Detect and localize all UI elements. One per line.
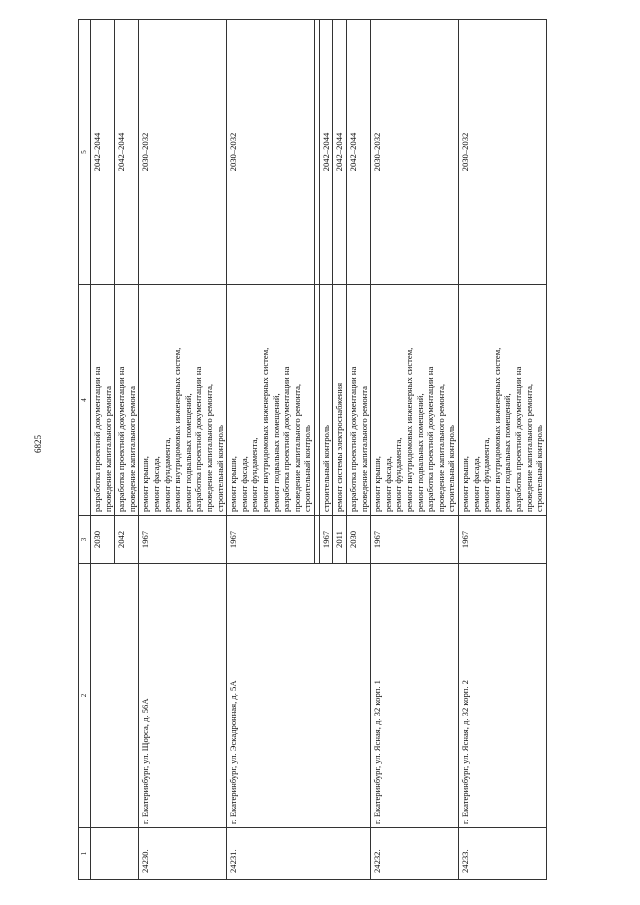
work-line: ремонт крыши, bbox=[372, 456, 383, 512]
period-cell: 2042–2044 bbox=[347, 20, 371, 285]
year-cell: 1967 bbox=[139, 516, 227, 564]
work-line: разработка проектной документации на bbox=[512, 366, 523, 512]
work-line: ремонт внутридомовых инженерных систем, bbox=[259, 347, 270, 512]
year-cell: 1967 bbox=[371, 516, 459, 564]
work-line: ремонт фундамента, bbox=[481, 437, 492, 512]
work-line: строительный контроль bbox=[534, 425, 545, 512]
work-line: строительный контроль bbox=[446, 425, 457, 512]
work-line: ремонт подвальных помещений, bbox=[414, 393, 425, 512]
header-col-3: 3 bbox=[79, 516, 91, 564]
work-line: ремонт внутридомовых инженерных систем, bbox=[491, 347, 502, 512]
work-line: проведение капитального ремонта, bbox=[435, 383, 446, 512]
period-cell: 2042–2044 bbox=[91, 20, 115, 285]
work-line: проведение капитального ремонта bbox=[358, 386, 369, 512]
year-cell: 2030 bbox=[91, 516, 115, 564]
works-cell bbox=[371, 285, 459, 516]
rotated-table-container bbox=[78, 20, 618, 880]
works-cell bbox=[459, 285, 547, 516]
year-cell: 1967 bbox=[227, 516, 315, 564]
work-line: ремонт системы электроснабжения bbox=[334, 382, 345, 512]
table-row bbox=[91, 20, 115, 880]
period-cell: 2042–2044 bbox=[319, 20, 333, 285]
work-line: ремонт фасада, bbox=[238, 456, 249, 512]
work-line: ремонт фасада, bbox=[470, 456, 481, 512]
period-cell: 2042–2044 bbox=[333, 20, 347, 285]
header-col-4: 4 bbox=[79, 285, 91, 516]
row-number-cell: 24230. bbox=[139, 828, 227, 880]
works-cell bbox=[333, 285, 347, 516]
work-line: проведение капитального ремонта bbox=[126, 386, 137, 512]
work-line: ремонт подвальных помещений, bbox=[270, 393, 281, 512]
period-cell: 2030–2032 bbox=[371, 20, 459, 285]
work-line: ремонт крыши, bbox=[460, 456, 470, 512]
work-line: проведение капитального ремонта bbox=[102, 386, 113, 512]
year-cell: 2030 bbox=[347, 516, 371, 564]
work-line: строительный контроль bbox=[302, 425, 313, 512]
capital-repair-table bbox=[78, 19, 547, 880]
year-cell: 1967 bbox=[459, 516, 547, 564]
work-line: ремонт фундамента, bbox=[393, 437, 404, 512]
work-line: ремонт внутридомовых инженерных систем, bbox=[172, 347, 183, 512]
row-number-cell: 24232. bbox=[371, 828, 459, 880]
row-number-cell: 24233. bbox=[459, 828, 547, 880]
work-line: разработка проектной документации на bbox=[193, 366, 204, 512]
address-cell: г. Екатеринбург, ул. Щорса, д. 56А bbox=[139, 564, 227, 828]
works-cell bbox=[139, 285, 227, 516]
works-cell bbox=[91, 285, 115, 516]
work-line: ремонт фундамента, bbox=[249, 437, 260, 512]
work-line: разработка проектной документации на bbox=[425, 366, 436, 512]
work-line: ремонт подвальных помещений, bbox=[502, 393, 513, 512]
work-line: проведение капитального ремонта, bbox=[203, 383, 214, 512]
table-row bbox=[371, 20, 459, 880]
address-cell bbox=[91, 564, 139, 828]
header-col-2: 2 bbox=[79, 564, 91, 828]
works-cell bbox=[347, 285, 371, 516]
year-cell: 2042 bbox=[115, 516, 139, 564]
work-line: ремонт фасада, bbox=[150, 456, 161, 512]
header-col-5: 5 bbox=[79, 20, 91, 285]
works-cell bbox=[319, 285, 333, 516]
row-number-cell bbox=[91, 828, 139, 880]
work-line: ремонт фасада, bbox=[382, 456, 393, 512]
work-line: ремонт крыши, bbox=[140, 456, 151, 512]
works-cell bbox=[115, 285, 139, 516]
table-row bbox=[227, 20, 315, 880]
work-line: ремонт крыши, bbox=[228, 456, 239, 512]
header-row bbox=[79, 20, 91, 880]
work-line: строительный контроль bbox=[320, 425, 331, 512]
work-line: разработка проектной документации на bbox=[92, 366, 102, 512]
address-cell: г. Екатеринбург, ул. Ясная, д. 32 корп. 2 bbox=[459, 564, 547, 828]
address-cell: г. Екатеринбург, ул. Ясная, д. 32 корп. 1 bbox=[371, 564, 459, 828]
works-cell bbox=[227, 285, 315, 516]
page-number: 6825 bbox=[33, 435, 43, 453]
work-line: проведение капитального ремонта, bbox=[523, 383, 534, 512]
table-row bbox=[139, 20, 227, 880]
work-line: разработка проектной документации на bbox=[281, 366, 292, 512]
period-cell: 2030–2032 bbox=[227, 20, 315, 285]
period-cell: 2042–2044 bbox=[115, 20, 139, 285]
row-number-cell: 24231. bbox=[227, 828, 371, 880]
work-line: разработка проектной документации на bbox=[348, 366, 359, 512]
work-line: ремонт внутридомовых инженерных систем, bbox=[404, 347, 415, 512]
address-cell: г. Екатеринбург, ул. Эскадронная, д. 5А bbox=[227, 564, 371, 828]
year-cell: 2011 bbox=[333, 516, 347, 564]
work-line: ремонт подвальных помещений, bbox=[182, 393, 193, 512]
period-cell: 2030–2032 bbox=[139, 20, 227, 285]
header-col-1: 1 bbox=[79, 828, 91, 880]
work-line: разработка проектной документации на bbox=[116, 366, 127, 512]
work-line: строительный контроль bbox=[214, 425, 225, 512]
year-cell: 1967 bbox=[319, 516, 333, 564]
period-cell: 2030–2032 bbox=[459, 20, 547, 285]
work-line: ремонт фундамента, bbox=[161, 437, 172, 512]
table-row bbox=[459, 20, 547, 880]
work-line: проведение капитального ремонта, bbox=[291, 383, 302, 512]
